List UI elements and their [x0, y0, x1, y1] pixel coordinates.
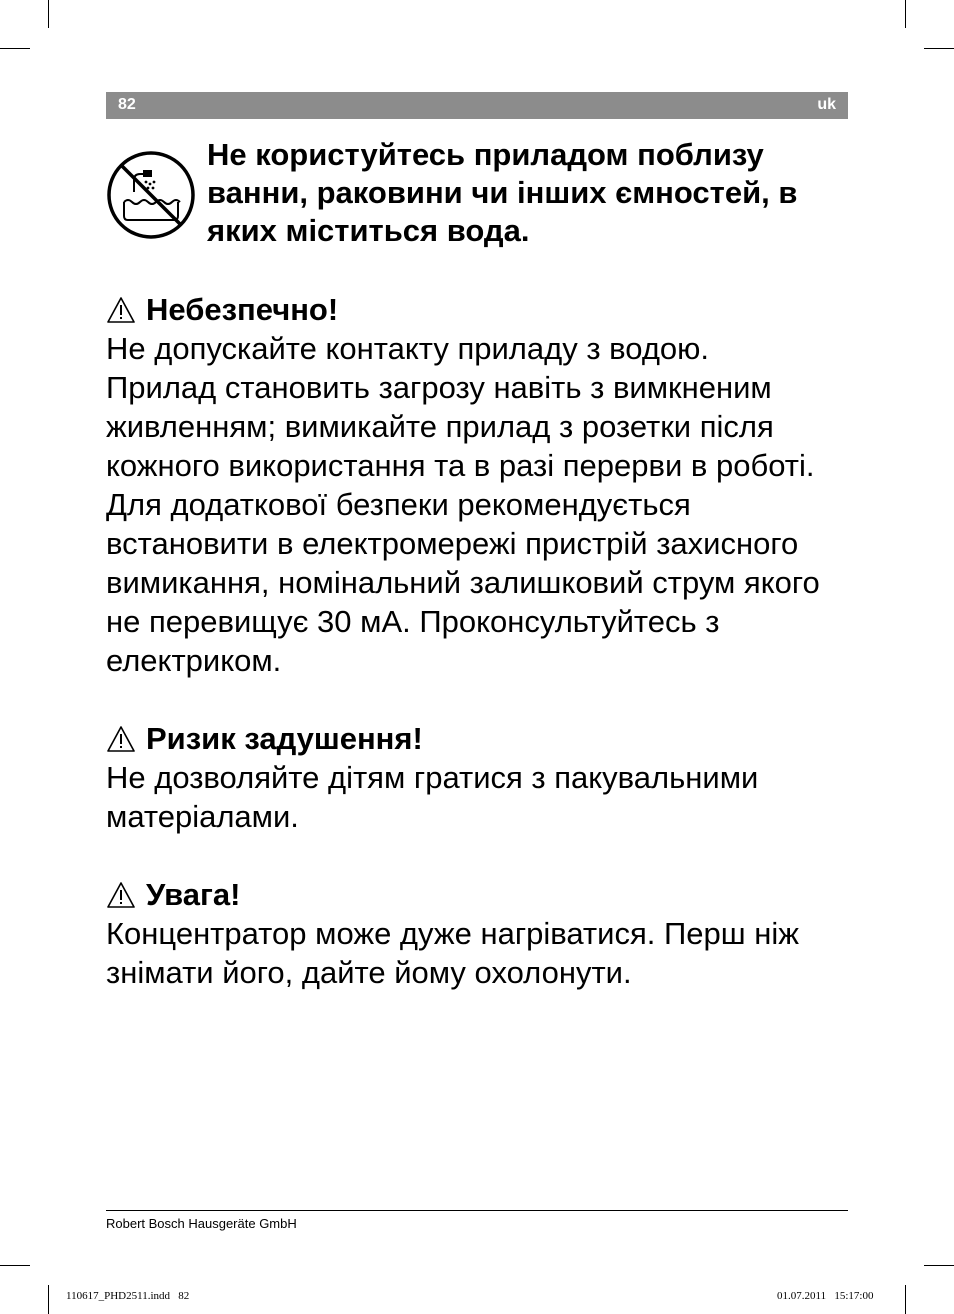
crop-mark — [0, 48, 30, 49]
notice-text: Не користуйтесь приладом поблизу ванни, раковини чи інших ємностей, в яких міститься вода. — [207, 137, 798, 248]
paragraph: Концентратор може дуже нагріватися. Перш ніж знімати його, дайте йому охолонути. — [106, 916, 799, 990]
paragraph: Не дозволяйте дітям гратися з пакувальними матеріалами. — [106, 760, 759, 834]
footer-company: Robert Bosch Hausgeräte GmbH — [106, 1216, 297, 1231]
crop-mark — [905, 1285, 906, 1314]
crop-mark — [905, 0, 906, 28]
section-heading: Увага! — [146, 877, 241, 912]
warnings-content — [106, 290, 856, 992]
crop-mark — [924, 1265, 954, 1266]
crop-mark — [0, 1265, 30, 1266]
page-number: 82 — [118, 96, 136, 113]
warning-section-danger — [106, 290, 856, 680]
crop-mark — [48, 0, 49, 28]
warning-triangle-icon — [106, 725, 136, 753]
crop-mark — [924, 48, 954, 49]
page-header-bar — [106, 92, 848, 119]
print-slug-date: 01.07.2011 15:17:00 — [777, 1290, 874, 1302]
print-slug-file: 110617_PHD2511.indd 82 — [66, 1290, 190, 1302]
no-water-icon — [106, 150, 196, 240]
warning-triangle-icon — [106, 881, 136, 909]
paragraph: Для додаткової безпеки рекомендується встановити в електромережі пристрій захисного вимикання, номінальний залишковий струм якого не перевищує 30 мА. Проконсультуйтесь з електриком. — [106, 487, 820, 678]
language-code: uk — [817, 96, 836, 113]
warning-triangle-icon — [106, 296, 136, 324]
warning-section-suffocation — [106, 719, 856, 836]
paragraph: Прилад становить загрозу навіть з вимкненим живленням; вимикайте прилад з розетки після кожного використання та в разі перерви в роботі. — [106, 370, 815, 483]
footer-divider — [106, 1210, 848, 1211]
section-heading: Небезпечно! — [146, 292, 339, 327]
section-heading: Ризик задушення! — [146, 721, 423, 756]
warning-section-caution — [106, 875, 856, 992]
paragraph: Не допускайте контакту приладу з водою. — [106, 331, 710, 366]
crop-mark — [48, 1285, 49, 1314]
